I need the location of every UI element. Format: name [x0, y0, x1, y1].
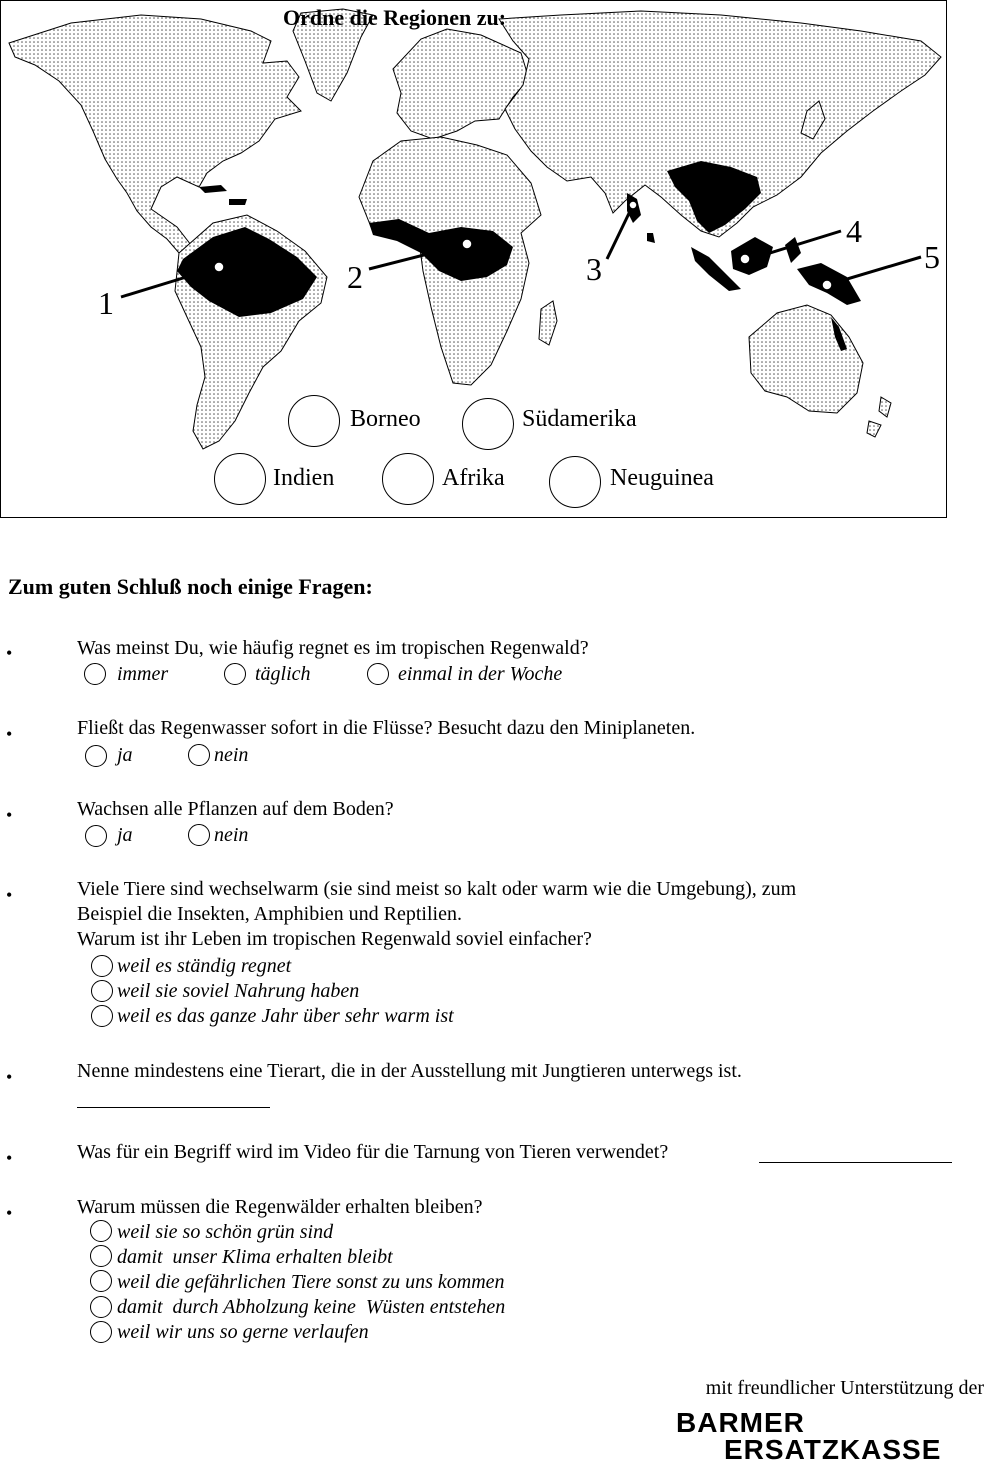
question-4-line-2: Beispiel die Insekten, Amphibien und Reptilien. [77, 903, 462, 925]
australia-shape [749, 305, 863, 413]
world-map-panel [0, 0, 947, 518]
q4-option-2: weil sie soviel Nahrung haben [117, 980, 360, 1002]
question-4-line-3: Warum ist ihr Leben im tropischen Regenwald soviel einfacher? [77, 928, 592, 950]
caribbean-islands [199, 185, 247, 205]
q6-answer-line[interactable] [759, 1162, 952, 1163]
sponsor-text: mit freundlicher Unterstützung der [705, 1377, 984, 1399]
q2-radio-nein[interactable] [188, 744, 210, 766]
q3-option-nein: nein [214, 824, 249, 846]
marker-5: 5 [924, 239, 940, 275]
q3-option-ja: ja [117, 824, 133, 846]
bullet: • [6, 724, 13, 744]
answer-circle-neuguinea[interactable] [549, 456, 601, 508]
answer-circle-borneo[interactable] [288, 395, 340, 447]
region-label-suedamerika: Südamerika [522, 406, 637, 432]
q4-option-1: weil es ständig regnet [117, 955, 292, 977]
bullet: • [6, 885, 13, 905]
new-zealand-shape [867, 397, 891, 437]
questions-title: Zum guten Schluß noch einige Fragen: [8, 574, 373, 599]
q5-answer-line[interactable] [77, 1107, 270, 1108]
north-america-shape [9, 15, 301, 253]
sponsor-logo-line-2: ERSATZKASSE [724, 1434, 942, 1465]
borneo-rainforest [731, 237, 773, 275]
marker-1: 1 [98, 285, 114, 321]
q7-option-4: damit durch Abholzung keine Wüsten entstehen [117, 1296, 506, 1318]
q3-radio-ja[interactable] [85, 825, 107, 847]
q7-option-1: weil sie so schön grün sind [117, 1221, 334, 1243]
region-label-neuguinea: Neuguinea [610, 465, 714, 491]
question-1-text: Was meinst Du, wie häufig regnet es im tropischen Regenwald? [77, 637, 589, 659]
q2-option-nein: nein [214, 744, 249, 766]
q4-radio-2[interactable] [91, 980, 113, 1002]
q7-option-3: weil die gefährlichen Tiere sonst zu uns kommen [117, 1271, 505, 1293]
bullet: • [6, 1148, 13, 1168]
marker-2: 2 [347, 259, 363, 295]
q1-radio-immer[interactable] [84, 663, 106, 685]
marker-3: 3 [586, 251, 602, 287]
q3-radio-nein[interactable] [188, 824, 210, 846]
bullet: • [6, 1067, 13, 1087]
region-label-indien: Indien [273, 465, 335, 491]
question-5-text: Nenne mindestens eine Tierart, die in der Ausstellung mit Jungtieren unterwegs ist. [77, 1060, 742, 1082]
bullet: • [6, 805, 13, 825]
answer-circle-suedamerika[interactable] [462, 398, 514, 450]
madagascar-shape [539, 301, 557, 345]
q7-option-2: damit unser Klima erhalten bleibt [117, 1246, 393, 1268]
q1-option-immer: immer [117, 663, 169, 685]
q4-radio-3[interactable] [91, 1005, 113, 1027]
q4-option-3: weil es das ganze Jahr über sehr warm ist [117, 1005, 454, 1027]
q7-radio-4[interactable] [90, 1296, 112, 1318]
q1-option-taeglich: täglich [255, 663, 311, 685]
marker-4: 4 [846, 213, 862, 249]
question-3-text: Wachsen alle Pflanzen auf dem Boden? [77, 798, 394, 820]
europe-shape [393, 29, 529, 139]
q2-option-ja: ja [117, 744, 133, 766]
map-title: Ordne die Regionen zu: [283, 5, 507, 30]
answer-circle-indien[interactable] [214, 453, 266, 505]
q7-radio-3[interactable] [90, 1270, 112, 1292]
q2-radio-ja[interactable] [85, 745, 107, 767]
sulawesi-shape [785, 237, 801, 263]
region-label-borneo: Borneo [350, 406, 421, 432]
q7-option-5: weil wir uns so gerne verlaufen [117, 1321, 369, 1343]
q1-option-einmal: einmal in der Woche [398, 663, 563, 685]
region-label-afrika: Afrika [442, 465, 505, 491]
sri-lanka-shape [647, 233, 655, 243]
question-4-line-1: Viele Tiere sind wechselwarm (sie sind meist so kalt oder warm wie die Umgebung), zum [77, 878, 797, 900]
q4-radio-1[interactable] [91, 955, 113, 977]
q7-radio-5[interactable] [90, 1321, 112, 1343]
question-7-text: Warum müssen die Regenwälder erhalten bleiben? [77, 1196, 483, 1218]
q7-radio-1[interactable] [90, 1220, 112, 1242]
q1-radio-taeglich[interactable] [224, 663, 246, 685]
bullet: • [6, 643, 13, 663]
bullet: • [6, 1203, 13, 1223]
q7-radio-2[interactable] [90, 1245, 112, 1267]
sponsor-logo-line-1: BARMER [676, 1407, 805, 1438]
question-6-text: Was für ein Begriff wird im Video für die Tarnung von Tieren verwendet? [77, 1141, 669, 1163]
question-2-text: Fließt das Regenwasser sofort in die Flüsse? Besucht dazu den Miniplaneten. [77, 717, 696, 739]
answer-circle-afrika[interactable] [382, 453, 434, 505]
q1-radio-einmal[interactable] [367, 663, 389, 685]
